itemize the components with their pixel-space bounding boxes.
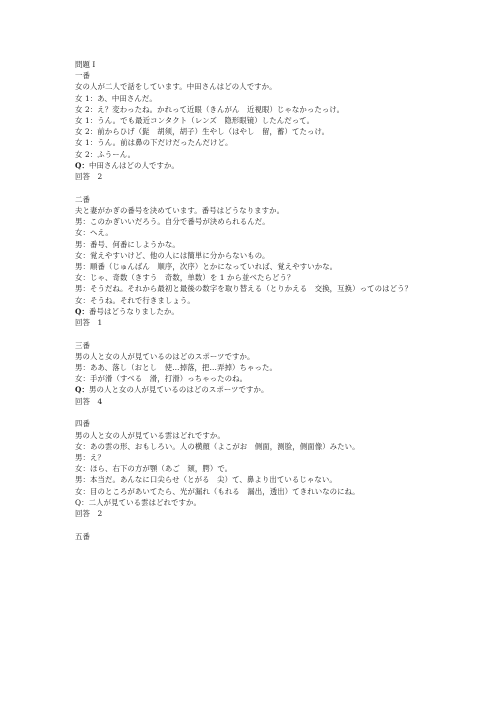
question-line — [75, 384, 475, 395]
question-label: Q： — [75, 497, 89, 507]
question-line — [75, 306, 475, 317]
question-line — [75, 160, 475, 171]
dialogue-line: 女 1：あ、中田さんだ。 — [75, 93, 157, 103]
answer-line: 回答 4 — [75, 396, 103, 406]
dialogue-line: 男：番号、何番にしようかな。 — [75, 239, 180, 249]
dialogue-line: 女：そうね。それで行きましょう。 — [75, 295, 195, 305]
dialogue-line: 女 2：ふうーん。 — [75, 149, 136, 159]
section-sanban — [75, 340, 475, 407]
dialogue-line: 女：へえ。 — [75, 228, 113, 238]
dialogue-line: 女 2：え？変わったね。かれって近眼（きんがん 近視眼）じゃなかったっけ。 — [75, 104, 345, 114]
question-label: Q： — [75, 160, 90, 170]
section-goban — [75, 531, 475, 542]
answer-line: 回答 2 — [75, 172, 103, 182]
answer-line: 回答 1 — [75, 317, 103, 327]
dialogue-line: 女 2：前からひげ（髭 胡须，胡子）生やし（はやし 留，蓄）てたっけ。 — [75, 127, 330, 137]
dialogue-line: 男の人と女の人が見ている雲はどれですか。 — [75, 430, 225, 440]
dialogue-line: 男：本当だ。あんなに口尖らせ（とがる 尖）て、鼻より出ているじゃない。 — [75, 475, 337, 485]
question-text: 男の人と女の人が見ているのはどのスポーツですか。 — [89, 385, 269, 395]
dialogue-line: 男：ああ、落し（おとし 使…掉落，把…弄掉）ちゃった。 — [75, 363, 277, 373]
dialogue-line: 女：ほら、右下の方が顎（あご 颏，腭）で。 — [75, 464, 233, 474]
dialogue-line: 女：目のところがあいてたら、光が漏れ（もれる 漏出，透出）てきれいなのにね。 — [75, 486, 360, 496]
section-heading: 四番 — [75, 419, 90, 429]
dialogue-line: 夫と妻がかぎの番号を決めています。番号はどうなりますか。 — [75, 205, 285, 215]
dialogue-line: 男：そうだね。それから最初と最後の数字を取り替える（とりかえる 交换，互换）ってのはどう？ — [75, 284, 413, 294]
section-yonban — [75, 418, 475, 519]
question-line — [75, 497, 475, 508]
dialogue-line: 女：手が滑（すべる 滑，打滑）っちゃったのね。 — [75, 374, 248, 384]
part-title: 問題 I — [75, 60, 96, 69]
dialogue-line: 男：このかぎいいだろう。自分で番号が決められるんだ。 — [75, 217, 270, 227]
section-niban — [75, 194, 475, 328]
section-heading: 一番 — [75, 71, 90, 81]
answer-line: 回答 2 — [75, 509, 103, 519]
question-label: Q： — [75, 306, 90, 316]
dialogue-line: 女：じゃ、奇数（きすう 奇数，单数）を 1 から並べたらどう？ — [75, 273, 295, 283]
question-label: Q： — [75, 385, 90, 395]
question-text: 番号はどうなりましたか。 — [89, 306, 179, 316]
section-heading: 二番 — [75, 194, 90, 204]
question-text: 二人が見ている雲はどれですか。 — [88, 497, 202, 507]
section-heading: 五番 — [75, 531, 90, 541]
dialogue-line: 男：順番（じゅんばん 顺序，次序）とかになっていれば、覚えやすいかな。 — [75, 261, 338, 271]
question-text: 中田さんはどの人ですか。 — [89, 160, 179, 170]
section-ichiban — [75, 70, 475, 182]
dialogue-line: 男：え？ — [75, 453, 105, 462]
dialogue-line: 女：覚えやすいけど、他の人には簡単に分からないもの。 — [75, 250, 270, 260]
dialogue-line: 男の人と女の人が見ているのはどのスポーツですか。 — [75, 351, 255, 361]
document-body — [75, 59, 475, 542]
dialogue-line: 女 1：うん。前は鼻の下だけだったんだけど。 — [75, 138, 233, 148]
dialogue-line: 女の人が二人で話をしています。中田さんはどの人ですか。 — [75, 82, 277, 92]
dialogue-line: 女 1：うん。でも最近コンタクト（レンズ 隐形眼镜）したんだって。 — [75, 116, 315, 126]
dialogue-line: 女：あの雲の形、おもしろい。人の横顔（よこがお 侧面，测脸，侧面像）みたい。 — [75, 441, 360, 451]
section-heading: 三番 — [75, 340, 90, 350]
